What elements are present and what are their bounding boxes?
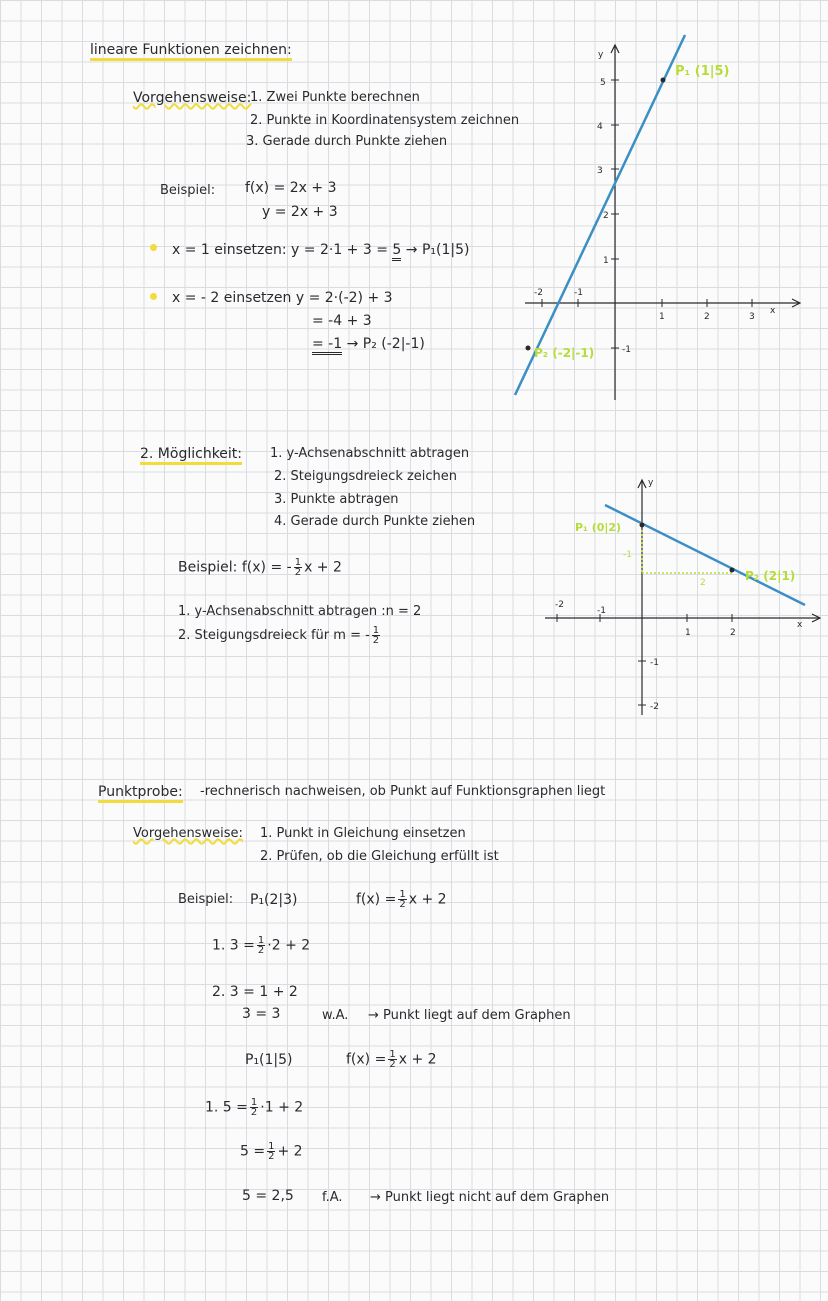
graph1-function-line xyxy=(515,35,685,395)
func-left: f(x) = xyxy=(356,891,397,908)
frac-numerator: 1 xyxy=(294,557,302,568)
graph1-p1-label: P₁ (1|5) xyxy=(675,64,730,79)
graph2-function-line xyxy=(605,505,805,605)
bullet-dot xyxy=(150,244,157,251)
pp-ex2-line1 xyxy=(205,1098,303,1117)
graph1-y-ticks xyxy=(597,78,631,355)
method1-step-1: 1. Zwei Punkte berechnen xyxy=(250,90,420,105)
pp-ex2-line2 xyxy=(240,1142,303,1161)
method2-step-4: 4. Gerade durch Punkte ziehen xyxy=(274,514,476,529)
line-left: 5 = xyxy=(240,1143,266,1160)
method1-step-2: 2. Punkte in Koordinatensystem zeichnen xyxy=(250,113,520,128)
frac-numerator: 1 xyxy=(399,889,406,900)
frac-numerator: 1 xyxy=(268,1141,275,1152)
method1-calc2: x = - 2 einsetzen y = 2·(-2) + 3 xyxy=(172,290,393,306)
method2-step-1: 1. y-Achsenabschnitt abtragen xyxy=(270,446,470,461)
frac-numerator: 1 xyxy=(389,1049,396,1060)
graph1-x-label: x xyxy=(770,306,776,316)
graph1-y-label: y xyxy=(598,50,604,60)
bullet-dot xyxy=(150,293,157,300)
graph2-y-label: y xyxy=(648,478,654,488)
graph2-p1-label: P₁ (0|2) xyxy=(575,521,622,534)
line-left: 1. 5 = xyxy=(205,1099,248,1116)
pp-example1-function xyxy=(356,890,447,909)
func-fraction xyxy=(388,1050,396,1069)
pp-ex1-line1 xyxy=(212,936,310,955)
pp-example-label: Beispiel: xyxy=(178,892,234,907)
method2-example xyxy=(178,558,342,577)
line-fraction xyxy=(267,1142,275,1161)
punktprobe-step-1: 1. Punkt in Gleichung einsetzen xyxy=(260,826,466,841)
y-tick-neg1: -1 xyxy=(622,345,631,355)
frac-numerator: 1 xyxy=(257,935,265,946)
pp-example2-function xyxy=(346,1050,437,1069)
method2-step-3: 3. Punkte abtragen xyxy=(274,492,399,507)
calc2c-point: → P₂ (-2|-1) xyxy=(346,336,425,352)
method1-calc1 xyxy=(172,242,469,258)
line-right: ·1 + 2 xyxy=(260,1099,304,1116)
line-fraction xyxy=(257,936,265,955)
graph2-triangle-dx: 2 xyxy=(700,578,706,588)
func-left: f(x) = xyxy=(346,1051,387,1068)
graph1-point-p1 xyxy=(661,78,666,83)
method1-equation-fx: f(x) = 2x + 3 xyxy=(245,180,337,196)
y-tick-4: 4 xyxy=(597,122,603,132)
graph1-p2-label: P₂ (-2|-1) xyxy=(534,346,595,360)
punktprobe-method-label: Vorgehensweise: xyxy=(133,826,243,841)
x-tick-neg2: -2 xyxy=(534,288,543,298)
pp-example2-point: P₁(1|5) xyxy=(245,1052,293,1068)
func-right: x + 2 xyxy=(398,1051,437,1068)
frac-denominator: 2 xyxy=(257,945,265,956)
method2-step-a: 1. y-Achsenabschnitt abtragen :n = 2 xyxy=(178,604,422,619)
x-tick-neg1: -1 xyxy=(574,288,583,298)
frac-denominator: 2 xyxy=(250,1107,258,1118)
x-tick-3: 3 xyxy=(749,312,755,322)
punktprobe-step-2: 2. Prüfen, ob die Gleichung erfüllt ist xyxy=(260,849,499,864)
graph2-point-p2 xyxy=(730,568,735,573)
graph1 xyxy=(510,25,810,405)
pp-ex2-line3: 5 = 2,5 xyxy=(242,1188,294,1204)
pp-ex2-fa: f.A. xyxy=(322,1190,343,1205)
line-right: ·2 + 2 xyxy=(267,937,311,954)
x-tick-2: 2 xyxy=(730,628,736,638)
x-tick-neg1: -1 xyxy=(597,606,606,616)
graph1-x-ticks xyxy=(534,288,755,322)
frac-denominator: 2 xyxy=(372,635,380,646)
method1-step-3: 3. Gerade durch Punkte ziehen xyxy=(246,134,448,149)
graph2-x-ticks xyxy=(555,600,736,638)
graph2 xyxy=(535,465,825,725)
method1-calc2b: = -4 + 3 xyxy=(312,313,372,329)
pp-ex1-line2: 2. 3 = 1 + 2 xyxy=(212,984,298,1000)
pp-ex1-wa: w.A. xyxy=(322,1008,349,1023)
frac-numerator: 1 xyxy=(250,1097,258,1108)
graph2-triangle-dy: -1 xyxy=(623,550,632,560)
line-fraction xyxy=(250,1098,258,1117)
calc1-result: 5 xyxy=(392,242,401,261)
graph2-p2-label: P₂ (2|1) xyxy=(745,569,796,583)
frac-numerator: 1 xyxy=(372,625,380,636)
y-tick-neg1: -1 xyxy=(650,658,659,668)
calc2c-result: = -1 xyxy=(312,336,342,355)
x-tick-1: 1 xyxy=(659,312,665,322)
pp-ex1-conclusion: → Punkt liegt auf dem Graphen xyxy=(368,1008,571,1023)
punktprobe-description: -rechnerisch nachweisen, ob Punkt auf Funktionsgraphen liegt xyxy=(200,784,606,799)
method2-example-label: Beispiel: xyxy=(178,559,238,576)
method2-label: 2. Möglichkeit: xyxy=(140,446,242,465)
page-title: lineare Funktionen zeichnen: xyxy=(90,42,292,61)
graph2-y-ticks xyxy=(638,658,659,712)
x-tick-neg2: -2 xyxy=(555,600,564,610)
pp-example1-point: P₁(2|3) xyxy=(250,892,298,908)
method2-step-b xyxy=(178,626,382,645)
frac-denominator: 2 xyxy=(389,1059,396,1070)
x-tick-2: 2 xyxy=(704,312,710,322)
method2-eq-left: f(x) = - xyxy=(241,559,292,576)
calc1-text: x = 1 einsetzen: y = 2·1 + 3 = xyxy=(172,242,388,258)
calc1-point: → P₁(1|5) xyxy=(405,242,470,258)
y-tick-2: 2 xyxy=(603,211,609,221)
frac-denominator: 2 xyxy=(268,1151,275,1162)
func-right: x + 2 xyxy=(408,891,447,908)
line-left: 1. 3 = xyxy=(212,937,255,954)
graph2-point-p1 xyxy=(640,523,645,528)
y-tick-1: 1 xyxy=(603,256,609,266)
method2-eq-right: x + 2 xyxy=(304,559,342,576)
method1-equation-y: y = 2x + 3 xyxy=(262,204,338,220)
method1-calc2c xyxy=(312,336,425,352)
step2-fraction xyxy=(372,626,380,645)
y-tick-neg2: -2 xyxy=(650,702,659,712)
graph1-point-p2 xyxy=(526,346,531,351)
method1-example-label: Beispiel: xyxy=(160,183,216,198)
func-fraction xyxy=(398,890,406,909)
method2-step-2: 2. Steigungsdreieck zeichen xyxy=(274,469,458,484)
method2-eq-fraction xyxy=(294,558,302,577)
y-tick-5: 5 xyxy=(600,78,606,88)
line-right: + 2 xyxy=(277,1143,303,1160)
pp-ex1-line3: 3 = 3 xyxy=(242,1006,281,1022)
y-tick-3: 3 xyxy=(597,166,603,176)
step2-text: 2. Steigungsdreieck für m = - xyxy=(178,628,370,643)
graph2-x-label: x xyxy=(797,620,803,630)
pp-ex2-conclusion: → Punkt liegt nicht auf dem Graphen xyxy=(370,1190,610,1205)
method1-label: Vorgehensweise: xyxy=(133,90,252,106)
frac-denominator: 2 xyxy=(399,899,406,910)
x-tick-1: 1 xyxy=(685,628,691,638)
punktprobe-label: Punktprobe: xyxy=(98,784,183,803)
frac-denominator: 2 xyxy=(294,567,302,578)
